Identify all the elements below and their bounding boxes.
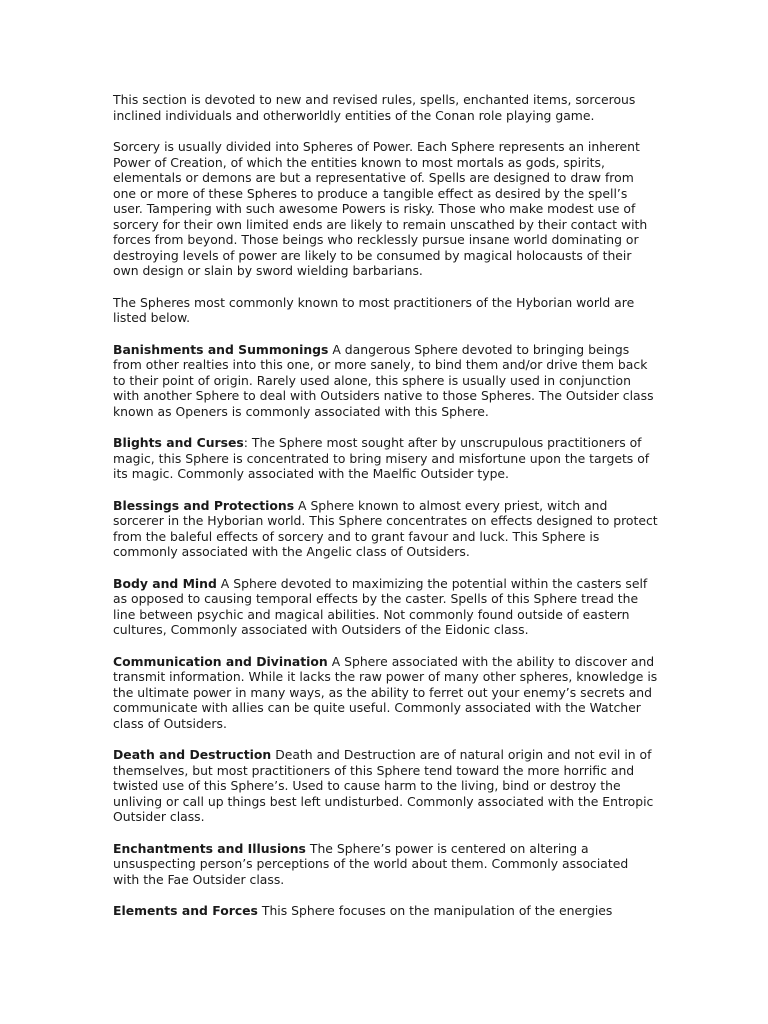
intro-paragraph: The Spheres most commonly known to most practitioners of the Hyborian world are listed below. [113, 294, 635, 325]
sphere-description: Death and Destruction are of natural origin and not evil in of themselves, but most practitioners of this Sphere tend toward the more horrific and twisted use of this Sphere’s. Used to cause harm to the living, bind or destroy the unliving or call up things best left undisturbed. Commonly associated with the Entropic Outsider class. [113, 747, 654, 824]
document-page [113, 92, 658, 935]
sphere-entry [113, 576, 658, 638]
sphere-title: Enchantments and Illusions [113, 840, 306, 856]
sphere-entry [113, 903, 658, 919]
sphere-title: Banishments and Summonings [113, 341, 329, 357]
sphere-entry [113, 841, 658, 888]
sphere-entry [113, 435, 658, 482]
sphere-entry [113, 747, 658, 825]
sphere-description: This Sphere focuses on the manipulation of the energies [257, 903, 613, 918]
sphere-description: : The Sphere most sought after by unscrupulous practitioners of magic, this Sphere is concentrated to bring misery and misfortune upon the targets of its magic. Commonly associated with the Maelfic Outsider type. [113, 435, 650, 481]
sphere-title: Death and Destruction [113, 747, 272, 762]
sphere-title: Blessings and Protections [113, 497, 295, 513]
sphere-description: A Sphere known to almost every priest, witch and sorcerer in the Hyborian world. This Sphere concentrates on effects designed to protect from the baleful effects of sorcery and to grant favour and luck. This Sphere is commonly associated with the Angelic class of Outsiders. [113, 497, 658, 559]
sphere-entry [113, 654, 658, 732]
sphere-entry [113, 498, 658, 560]
sphere-title: Blights and Curses [113, 435, 244, 450]
sphere-title: Elements and Forces [113, 903, 258, 918]
intro-paragraph: Sorcery is usually divided into Spheres of Power. Each Sphere represents an inherent Power of Creation, of which the entities known to most mortals as gods, spirits, elementals or demons are but a representative of. Spells are designed to draw from one or more of these Spheres to produce a tangible effect as desired by the spell’s user. Tampering with such awesome Powers is risky. Those who make modest use of sorcery for their own limited ends are likely to remain unscathed by their contact with forces from beyond. Those beings who recklessly pursue insane world dominating or destroying levels of power are likely to be consumed by magical holocausts of their own design or slain by sword wielding barbarians. [113, 139, 648, 278]
sphere-entry [113, 342, 658, 420]
sphere-description: A Sphere associated with the ability to discover and transmit information. While it lacks the raw power of many other spheres, knowledge is the ultimate power in many ways, as the ability to ferret out your enemy’s secrets and communicate with allies can be quite useful. Commonly associated with the Watcher class of Outsiders. [113, 653, 658, 731]
sphere-description: The Sphere’s power is centered on altering a unsuspecting person’s perceptions of the world about them. Commonly associated with the Fae Outsider class. [113, 840, 629, 887]
intro-paragraph: This section is devoted to new and revised rules, spells, enchanted items, sorcerous inclined individuals and otherworldly entities of the Conan role playing game. [113, 92, 636, 123]
sphere-title: Communication and Divination [113, 653, 328, 669]
sphere-description: A dangerous Sphere devoted to bringing beings from other realties into this one, or more sanely, to bind them and/or drive them back to their point of origin. Rarely used alone, this sphere is usually used in conjunction with another Sphere to deal with Outsiders native to those Spheres. The Outsider class known as Openers is commonly associated with this Sphere. [113, 341, 654, 419]
sphere-title: Body and Mind [113, 575, 217, 591]
sphere-description: A Sphere devoted to maximizing the potential within the casters self as opposed to causing temporal effects by the caster. Spells of this Sphere tread the line between psychic and magical abilities. Not commonly found outside of eastern cultures, Commonly associated with Outsiders of the Eidonic class. [113, 575, 648, 637]
